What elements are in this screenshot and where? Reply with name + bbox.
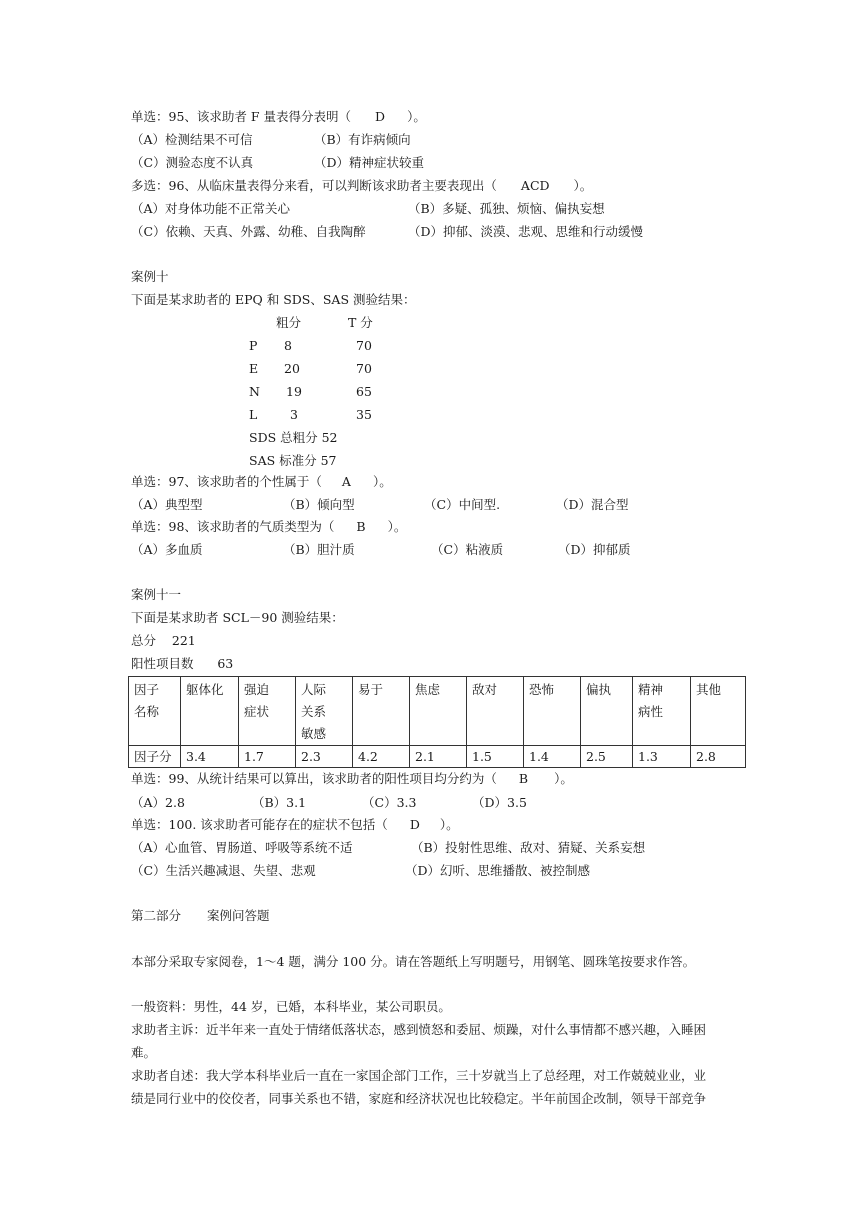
answer-96: ACD [520,178,550,193]
epq-label-p: P [249,338,258,353]
epq-t-p: 70 [356,338,372,353]
option-95-b: （B）有诈病倾向 [314,132,411,147]
self-report-line-2: 绩是同行业中的佼佼者，同事关系也不错，家庭和经济状况也比较稳定。半年前国企改制，领导干部竞争 [131,1091,707,1106]
epq-raw-l: 3 [290,407,298,422]
table-cell: 2.5 [581,746,633,768]
answer-95: D [375,109,386,124]
table-header-row [129,677,746,746]
option-95-c: （C）测验态度不认真 [131,155,254,170]
answer-99: B [518,771,529,786]
question-95-stem: 单选：95、该求助者 F 量表得分表明（ D ）。 [131,109,426,124]
case-11-intro: 下面是某求助者 SCL－90 测验结果： [131,610,344,625]
table-cell: 3.4 [181,746,239,768]
option-96-d: （D）抑郁、淡漠、悲观、思维和行动缓慢 [408,224,644,239]
part-2-description: 本部分采取专家阅卷，1～4 题，满分 100 分。请在答题纸上写明题号，用钢笔、圆珠笔按要求作答。 [131,954,696,969]
question-98-stem: 单选：98、该求助者的气质类型为（ B ）。 [131,519,407,534]
epq-label-e: E [249,361,259,376]
table-header-cell: 强迫 症状 [239,677,296,746]
epq-t-e: 70 [356,361,372,376]
scl90-factor-table [128,676,746,768]
table-cell: 1.3 [633,746,691,768]
table-cell: 1.5 [467,746,524,768]
epq-raw-e: 20 [284,361,300,376]
question-99-stem: 单选：99、从统计结果可以算出，该求助者的阳性项目均分约为（ B ）。 [131,771,573,786]
option-95-a: （A）检测结果不可信 [131,132,253,147]
epq-raw-p: 8 [284,338,292,353]
answer-98: B [356,519,366,534]
chief-complaint-line-1: 求助者主诉：近半年来一直处于情绪低落状态，感到愤怒和委屈、烦躁，对什么事情都不感兴趣，入睡困 [131,1022,707,1037]
option-98-b: （B）胆汁质 [283,542,355,557]
general-info: 一般资料：男性，44 岁，已婚，本科毕业，某公司职员。 [131,999,451,1014]
epq-t-l: 35 [356,407,372,422]
option-96-b: （B）多疑、孤独、烦恼、偏执妄想 [408,201,605,216]
part-2-heading: 第二部分 案例问答题 [131,908,270,923]
table-row [129,746,746,768]
self-report-line-1: 求助者自述：我大学本科毕业后一直在一家国企部门工作，三十岁就当上了总经理，对工作兢兢业业，业 [131,1068,707,1083]
question-97-stem: 单选：97、该求助者的个性属于（ A ）。 [131,474,392,489]
option-100-a: （A）心血管、胃肠道、呼吸等系统不适 [131,840,353,855]
epq-label-l: L [249,407,258,422]
option-99-a: （A）2.8 [131,795,185,810]
table-header-cell: 恐怖 [524,677,581,746]
scl-total-score: 总分 221 [131,633,196,648]
table-cell: 2.1 [410,746,467,768]
sas-score: SAS 标准分 57 [249,453,337,468]
option-100-d: （D）幻听、思维播散、被控制感 [405,863,591,878]
table-header-cell: 因子 名称 [129,677,181,746]
sds-score: SDS 总粗分 52 [249,430,338,445]
table-header-cell: 敌对 [467,677,524,746]
question-100-stem: 单选：100. 该求助者可能存在的症状不包括（ D ）。 [131,817,459,832]
option-98-c: （C）粘液质 [431,542,504,557]
question-96-stem: 多选：96、从临床量表得分来看，可以判断该求助者主要表现出（ ACD ）。 [131,178,593,193]
table-cell: 2.3 [296,746,353,768]
option-96-c: （C）依赖、天真、外露、幼稚、自我陶醉 [131,224,366,239]
option-98-a: （A）多血质 [131,542,203,557]
case-10-intro: 下面是某求助者的 EPQ 和 SDS、SAS 测验结果： [131,292,416,307]
chief-complaint-line-2: 难。 [131,1045,157,1060]
epq-col-t: T 分 [348,315,373,330]
option-97-a: （A）典型型 [131,497,203,512]
option-95-d: （D）精神症状较重 [314,155,425,170]
answer-100: D [409,817,420,832]
table-header-cell: 其他 [691,677,746,746]
option-99-d: （D）3.5 [472,795,527,810]
option-100-b: （B）投射性思维、敌对、猜疑、关系妄想 [411,840,646,855]
epq-label-n: N [249,384,260,399]
table-header-cell: 易于 [353,677,410,746]
option-96-a: （A）对身体功能不正常关心 [131,201,291,216]
table-row-label: 因子分 [129,746,181,768]
option-97-c: （C）中间型. [424,497,501,512]
answer-97: A [341,474,351,489]
epq-raw-n: 19 [286,384,302,399]
table-header-cell: 偏执 [581,677,633,746]
table-cell: 2.8 [691,746,746,768]
case-11-title: 案例十一 [131,587,182,602]
table-header-cell: 焦虑 [410,677,467,746]
option-99-c: （C）3.3 [362,795,417,810]
table-cell: 1.4 [524,746,581,768]
epq-col-raw: 粗分 [276,315,302,330]
case-10-title: 案例十 [131,269,169,284]
option-100-c: （C）生活兴趣减退、失望、悲观 [131,863,316,878]
option-98-d: （D）抑郁质 [558,542,631,557]
table-header-cell: 精神 病性 [633,677,691,746]
table-header-cell: 人际 关系 敏感 [296,677,353,746]
option-99-b: （B）3.1 [252,795,307,810]
table-cell: 4.2 [353,746,410,768]
scl-positive-count: 阳性项目数 63 [131,656,234,671]
option-97-d: （D）混合型 [556,497,629,512]
table-cell: 1.7 [239,746,296,768]
option-97-b: （B）倾向型 [283,497,355,512]
table-header-cell: 躯体化 [181,677,239,746]
epq-t-n: 65 [356,384,372,399]
